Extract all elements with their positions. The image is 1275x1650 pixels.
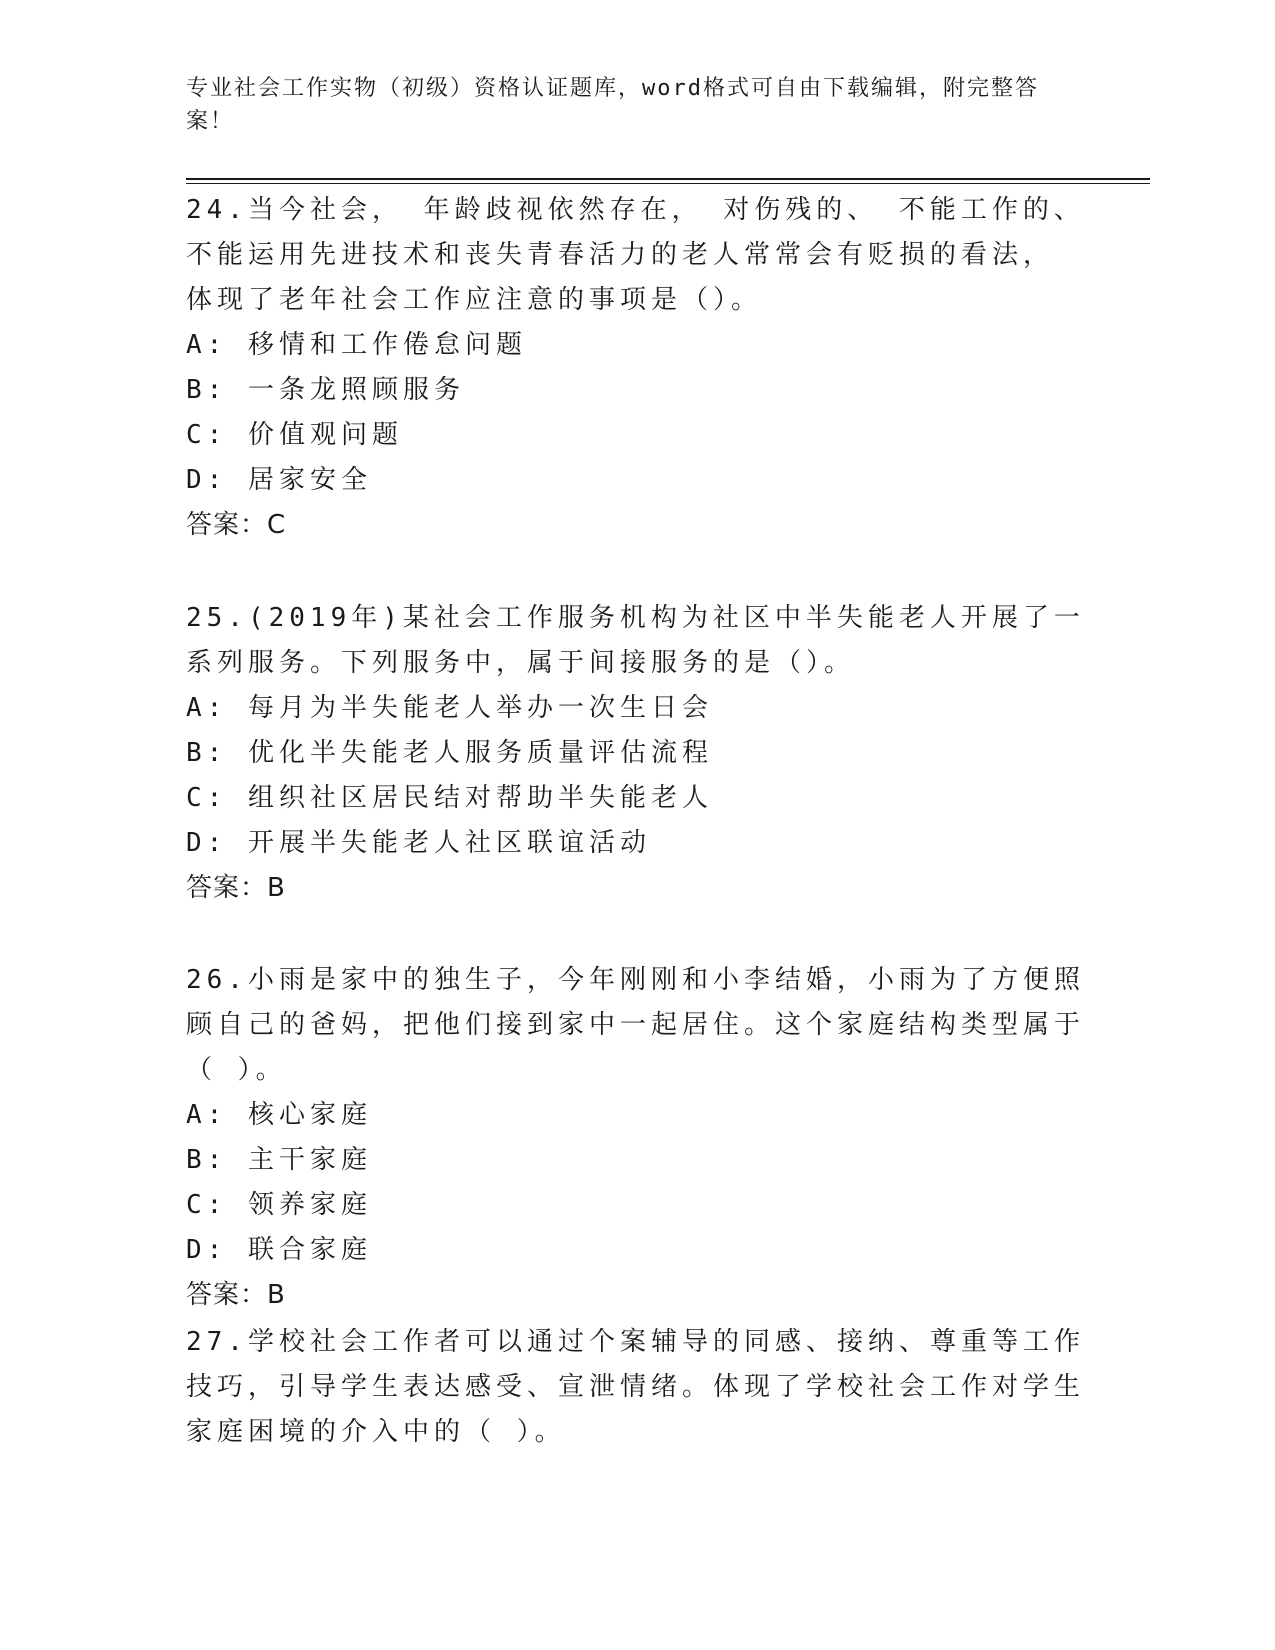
question-24	[186, 188, 1086, 548]
option-c: C: 领养家庭	[186, 1190, 372, 1220]
header-divider-thin	[186, 183, 1150, 184]
question-stem: 24.当今社会， 年龄歧视依然存在， 对伤残的、 不能工作的、 不能运用先进技术和丧失青春活力的老人常常会有贬损的看法， 体现了老年社会工作应注意的事项是（）。	[186, 195, 1085, 315]
option-b: B: 优化半失能老人服务质量评估流程	[186, 738, 713, 768]
question-stem: 26.小雨是家中的独生子，今年刚刚和小李结婚，小雨为了方便照顾自己的爸妈，把他们接到家中一起居住。这个家庭结构类型属于（ ）。	[186, 965, 1086, 1085]
option-d: D: 开展半失能老人社区联谊活动	[186, 828, 651, 858]
option-d: D: 居家安全	[186, 465, 372, 495]
question-26	[186, 958, 1086, 1318]
answer-line: 答案：C	[186, 510, 287, 540]
option-a: A: 每月为半失能老人举办一次生日会	[186, 693, 713, 723]
header-divider-thick	[186, 178, 1150, 180]
option-a: A: 核心家庭	[186, 1100, 372, 1130]
answer-line: 答案：B	[186, 873, 286, 903]
document-header: 专业社会工作实物（初级）资格认证题库，word格式可自由下载编辑，附完整答案！	[186, 76, 1039, 134]
option-a: A: 移情和工作倦怠问题	[186, 330, 527, 360]
option-b: B: 主干家庭	[186, 1145, 372, 1175]
option-b: B: 一条龙照顾服务	[186, 375, 465, 405]
question-27	[186, 1320, 1086, 1455]
question-25	[186, 596, 1086, 911]
answer-line: 答案：B	[186, 1280, 286, 1310]
option-d: D: 联合家庭	[186, 1235, 372, 1265]
question-stem: 25.(2019年)某社会工作服务机构为社区中半失能老人开展了一系列服务。下列服务中，属于间接服务的是（）。	[186, 603, 1085, 678]
question-stem: 27.学校社会工作者可以通过个案辅导的同感、接纳、尊重等工作技巧，引导学生表达感受、宣泄情绪。体现了学校社会工作对学生家庭困境的介入中的（ ）。	[186, 1327, 1086, 1447]
option-c: C: 组织社区居民结对帮助半失能老人	[186, 783, 713, 813]
option-c: C: 价值观问题	[186, 420, 403, 450]
